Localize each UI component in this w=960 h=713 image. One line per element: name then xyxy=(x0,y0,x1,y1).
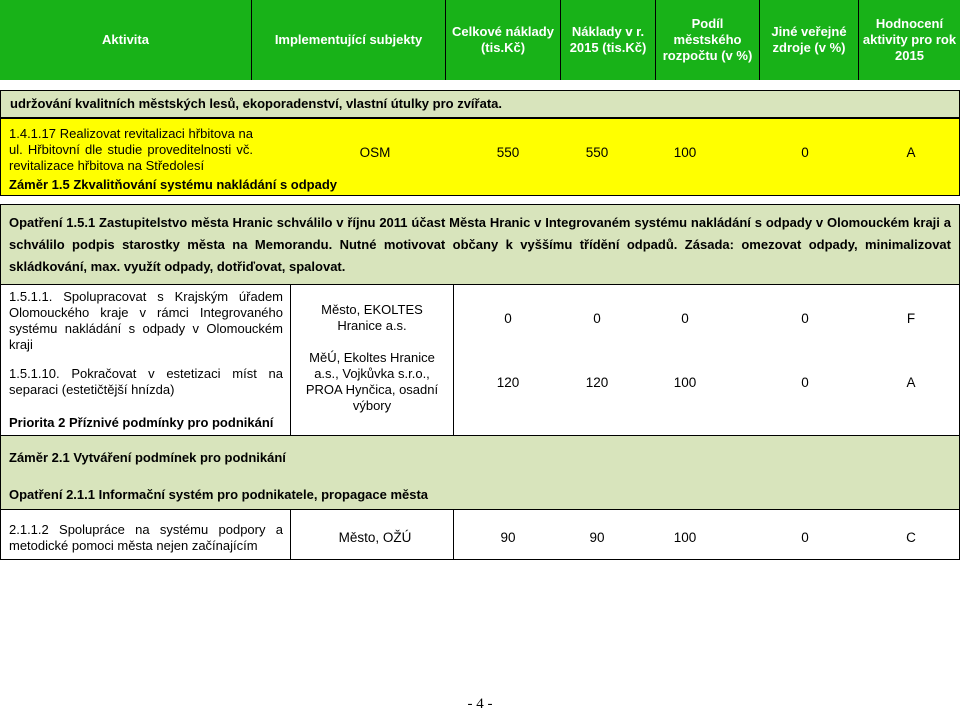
celkove-cell: 550 xyxy=(496,145,520,160)
zamer-1-5-title: Záměr 1.5 Zkvalitňování systému nakládání s odpady xyxy=(9,177,338,192)
r2015-cell: 90 xyxy=(589,530,605,545)
header-jine: Jiné veřejné zdroje (v %) xyxy=(760,0,859,80)
priorita-2-title: Priorita 2 Příznivé podmínky pro podnikání xyxy=(9,415,274,430)
podil-cell: 0 xyxy=(681,311,689,326)
header-aktivita: Aktivita xyxy=(0,0,252,80)
hodnoceni-cell: F xyxy=(906,311,916,326)
opatreni-2-1-1-title: Opatření 2.1.1 Informační systém pro podnikatele, propagace města xyxy=(9,487,429,502)
subjekt-cell: Město, EKOLTES Hranice a.s. xyxy=(321,302,423,333)
hodnoceni-cell: A xyxy=(906,145,916,160)
header-hodnoceni: Hodnocení aktivity pro rok 2015 xyxy=(859,0,960,80)
podil-cell: 100 xyxy=(673,145,697,160)
jine-cell: 0 xyxy=(801,375,809,390)
jine-cell: 0 xyxy=(801,145,809,160)
celkove-cell: 0 xyxy=(504,311,512,326)
header-podil: Podíl městského rozpočtu (v %) xyxy=(656,0,760,80)
opatreni-1-5-1-text: Opatření 1.5.1 Zastupitelstvo města Hranic schválilo v říjnu 2011 účast Města Hranic v Integrovaném systému nakládání s odpady v Olomouckém kraji a schválilo podpis starostky města na Memorandu. Nutné motivovat občany k vyššímu třídění odpadů. Zásada: omezovat odpady, minimalizovat skládkování, max. využít odpady, dotřiďovat, spalovat. xyxy=(9,215,951,274)
subjekt-cell: MěÚ, Ekoltes Hranice a.s., Vojkůvka s.r.o., PROA Hynčica, osadní výbory xyxy=(305,350,439,413)
header-subjekty: Implementující subjekty xyxy=(252,0,446,80)
celkove-cell: 90 xyxy=(500,530,516,545)
r2015-cell: 120 xyxy=(585,375,609,390)
activity-text: 1.4.1.17 Realizovat revitalizaci hřbitova na ul. Hřbitovní dle studie proveditelnosti vč. revitalizace hřbitova na Středolesí xyxy=(9,126,253,173)
jine-cell: 0 xyxy=(801,311,809,326)
band-top: udržování kvalitních městských lesů, ekoporadenství, vlastní útulky pro zvířata. xyxy=(0,90,960,118)
activity-text: 1.5.1.1. Spolupracovat s Krajským úřadem Olomouckého kraje v rámci Integrovaného systému nakládání s odpady v Olomouckém kraji xyxy=(9,289,283,352)
activity-text: 2.1.1.2 Spolupráce na systému podpory a metodické pomoci města nejen začínajícím xyxy=(9,522,283,553)
podil-cell: 100 xyxy=(673,530,697,545)
celkove-cell: 120 xyxy=(496,375,520,390)
r2015-cell: 0 xyxy=(593,311,601,326)
r2015-cell: 550 xyxy=(585,145,609,160)
jine-cell: 0 xyxy=(801,530,809,545)
subjekt-cell: Město, OŽÚ xyxy=(338,530,412,545)
zamer-2-1-title: Záměr 2.1 Vytváření podmínek pro podnikání xyxy=(9,450,286,465)
subjekt-cell: OSM xyxy=(359,145,391,160)
podil-cell: 100 xyxy=(673,375,697,390)
hodnoceni-cell: C xyxy=(906,530,916,545)
hodnoceni-cell: A xyxy=(906,375,916,390)
header-naklady-2015: Náklady v r. 2015 (tis.Kč) xyxy=(561,0,656,80)
page-number: - 4 - xyxy=(467,696,493,712)
activity-text: 1.5.1.10. Pokračovat v estetizaci míst na separaci (estetičtější hnízda) xyxy=(9,366,283,397)
header-naklady-celkove: Celkové náklady (tis.Kč) xyxy=(446,0,561,80)
